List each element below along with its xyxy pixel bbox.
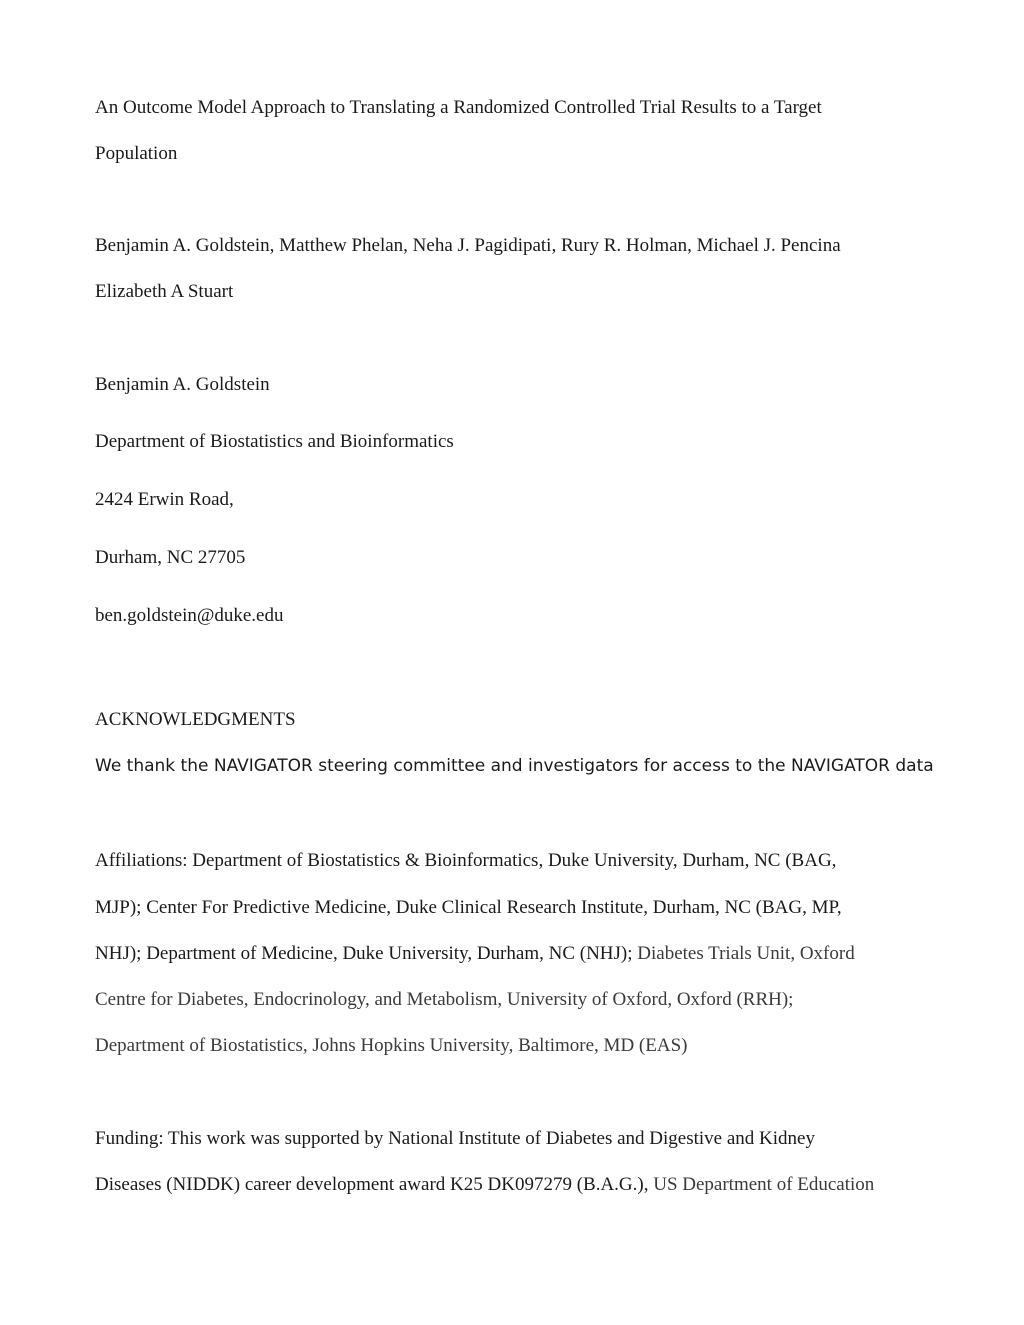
acknowledgments-heading: ACKNOWLEDGMENTS [95, 709, 296, 730]
correspondence-street: 2424 Erwin Road, [95, 489, 234, 510]
affiliations-line-3 [95, 944, 855, 963]
correspondence-department: Department of Biostatistics and Bioinformatics [95, 431, 454, 452]
affiliations-line-4: Centre for Diabetes, Endocrinology, and Metabolism, University of Oxford, Oxford (RRH); [95, 989, 794, 1010]
funding-line-2-part-b: US Department of Education [653, 1174, 875, 1195]
affiliations-line-2: MJP); Center For Predictive Medicine, Duke Clinical Research Institute, Durham, NC (BAG, MP, [95, 897, 842, 918]
authors-line-1: Benjamin A. Goldstein, Matthew Phelan, Neha J. Pagidipati, Rury R. Holman, Michael J. Pencina [95, 235, 841, 256]
funding-line-2-part-a: Diseases (NIDDK) career development award K25 DK097279 (B.A.G.), [95, 1174, 654, 1195]
title-line-2: Population [95, 143, 178, 164]
affiliations-line-5: Department of Biostatistics, Johns Hopkins University, Baltimore, MD (EAS) [95, 1035, 688, 1056]
title-line-1: An Outcome Model Approach to Translating a Randomized Controlled Trial Results to a Target [95, 97, 822, 118]
funding-line-1: Funding: This work was supported by National Institute of Diabetes and Digestive and Kidney [95, 1128, 815, 1149]
authors-line-2: Elizabeth A Stuart [95, 281, 234, 302]
affiliations-line-1: Affiliations: Department of Biostatistics & Bioinformatics, Duke University, Durham, NC (BAG, [95, 850, 837, 871]
correspondence-city: Durham, NC 27705 [95, 547, 246, 568]
affiliations-line-3-part-b: Diabetes Trials Unit, Oxford [637, 943, 855, 964]
affiliations-line-3-part-a: NHJ); Department of Medicine, Duke University, Durham, NC (NHJ); [95, 943, 638, 964]
correspondence-email: ben.goldstein@duke.edu [95, 605, 284, 626]
correspondence-name: Benjamin A. Goldstein [95, 374, 270, 395]
funding-line-2 [95, 1175, 874, 1194]
acknowledgments-text: We thank the NAVIGATOR steering committee and investigators for access to the NAVIGATOR data [95, 756, 934, 776]
